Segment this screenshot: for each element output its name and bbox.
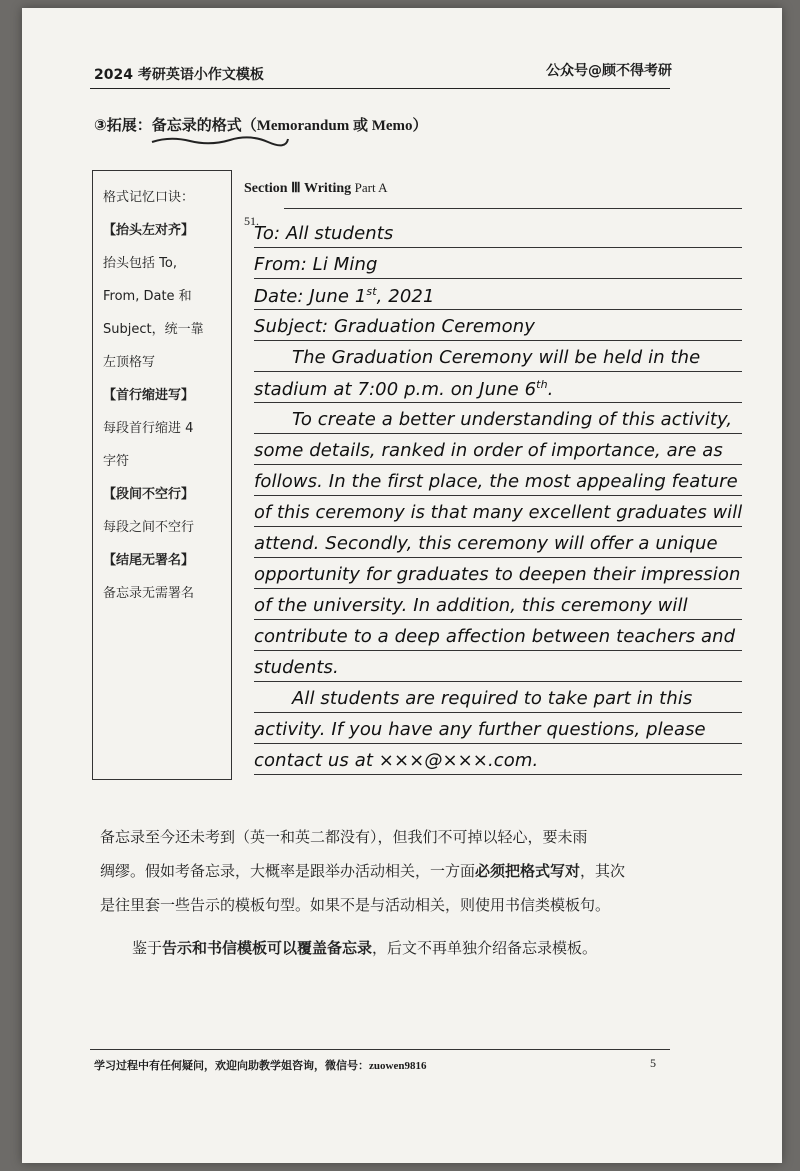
sidebar-line: Subject，统一靠 [103, 322, 204, 337]
format-mnemonic-box [92, 170, 232, 780]
note-text: ，后文不再单独介绍备忘录模板。 [372, 939, 598, 957]
sidebar-line: 每段之间不空行 [103, 520, 195, 535]
sidebar-line: 【首行缩进写】 [103, 388, 195, 403]
handwritten-line [254, 254, 378, 275]
handwritten-text: of this ceremony is that many excellent graduates will [254, 502, 743, 523]
section-title [94, 114, 428, 135]
sidebar-line: 抬头包括 To, [103, 256, 177, 271]
handwritten-line [254, 595, 688, 616]
handwritten-text: . [547, 379, 554, 400]
answer-rule-line [254, 526, 742, 527]
handwritten-text: To create a better understanding of this activity, [292, 409, 733, 430]
answer-rule-line [254, 247, 742, 248]
handwritten-text: Date: June 1 [254, 286, 367, 307]
note-paragraph-1-line-1: 备忘录至今还未考到（英一和英二都没有），但我们不可掉以轻心，要未雨 [100, 828, 588, 846]
answer-rule-line [254, 712, 742, 713]
handwritten-text: opportunity for graduates to deepen their impression [254, 564, 741, 585]
section-title-prefix: ③拓展： [94, 116, 152, 134]
handwritten-text: follows. In the first place, the most appealing feature [254, 471, 738, 492]
handwritten-line [292, 347, 700, 368]
sidebar-line: 备忘录无需署名 [103, 586, 195, 601]
answer-rule-line [254, 557, 742, 558]
note-paragraph-2 [132, 937, 597, 958]
section-part-label: Part A [354, 180, 388, 195]
handwritten-text: Subject: Graduation Ceremony [254, 316, 536, 337]
sidebar-line: 左顶格写 [103, 355, 156, 370]
footer-wechat: zuowen9816 [369, 1060, 427, 1072]
header-right-title: 公众号@顾不得考研 [546, 63, 672, 79]
sidebar-line: 格式记忆口诀： [103, 190, 195, 205]
handwritten-line [254, 223, 393, 244]
handwritten-text: From: Li Ming [254, 254, 378, 275]
handwritten-line [254, 750, 538, 771]
sidebar-line: 【抬头左对齐】 [103, 223, 195, 238]
handwritten-text: The Graduation Ceremony will be held in the [292, 347, 701, 368]
question-number: 51. [244, 214, 259, 228]
sidebar-line: 每段首行缩进 4 [103, 421, 194, 436]
answer-rule-line [254, 681, 742, 682]
footer-text-main: 学习过程中有任何疑问，欢迎向助教学姐咨询，微信号： [94, 1059, 369, 1072]
answer-rule-line [254, 774, 742, 775]
answer-rule-line [254, 743, 742, 744]
answer-rule-line [254, 495, 742, 496]
document-page [22, 8, 782, 1163]
section-title-main: 备忘录的格式 [151, 116, 242, 134]
handwritten-line [254, 471, 738, 492]
handwritten-line [254, 285, 435, 307]
note-paragraph-1-line-2 [100, 860, 625, 881]
sidebar-line: From, Date 和 [103, 289, 192, 304]
footer-rule [90, 1049, 670, 1050]
handwritten-text: To: All students [254, 223, 394, 244]
note-text: ，其次 [580, 862, 626, 880]
answer-rule-line [254, 309, 742, 310]
sidebar-line: 【结尾无署名】 [103, 553, 195, 568]
handwritten-superscript: th [536, 378, 548, 391]
answer-rule-line [254, 650, 742, 651]
page-number: 5 [650, 1056, 656, 1070]
section-title-english: （Memorandum 或 Memo） [241, 118, 428, 134]
sidebar-line: 【段间不空行】 [103, 487, 195, 502]
header-left-title: 2024 考研英语小作文模板 [94, 67, 264, 83]
handwritten-text: of the university. In addition, this ceremony will [254, 595, 688, 616]
handwritten-text: stadium at 7:00 p.m. on June 6 [254, 379, 537, 400]
handwritten-line [254, 440, 723, 461]
note-bold-text: 告示和书信模板可以覆盖备忘录 [162, 939, 373, 957]
section-label-main: Section Ⅲ Writing [244, 181, 352, 196]
handwritten-line [254, 657, 339, 678]
answer-rule-line [254, 464, 742, 465]
handwritten-text: contact us at ×××@×××.com. [254, 750, 539, 771]
footer-text [94, 1057, 426, 1073]
handwritten-text: students. [254, 657, 339, 678]
handwritten-line [254, 564, 740, 585]
answer-rule-line [254, 371, 742, 372]
section-label [244, 180, 388, 197]
handwritten-line [254, 502, 742, 523]
answer-rule-line [254, 619, 742, 620]
handwritten-line [254, 378, 553, 400]
handwritten-text: some details, ranked in order of importance, are as [254, 440, 723, 461]
note-paragraph-1-line-3: 是往里套一些告示的模板句型。如果不是与活动相关，则使用书信类模板句。 [100, 896, 611, 914]
handwritten-text: contribute to a deep affection between teachers and [254, 626, 736, 647]
handwritten-text: attend. Secondly, this ceremony will offer a unique [254, 533, 718, 554]
answer-rule-line [254, 278, 742, 279]
answer-rule-line [254, 402, 742, 403]
handwritten-text: All students are required to take part in this [292, 688, 693, 709]
handwritten-superscript: st [366, 285, 377, 298]
handwritten-text: , 2021 [376, 286, 435, 307]
note-text: 鉴于 [132, 939, 163, 957]
answer-rule-line [254, 340, 742, 341]
header-rule [90, 88, 670, 89]
handwritten-line [254, 626, 735, 647]
answer-rule-line [254, 433, 742, 434]
handwritten-line [254, 533, 718, 554]
handwritten-line [254, 719, 706, 740]
note-text: 绸缪。假如考备忘录，大概率是跟举办活动相关，一方面 [100, 862, 476, 880]
handwritten-line [254, 316, 535, 337]
sidebar-line: 字符 [103, 454, 130, 469]
handwritten-text: activity. If you have any further questions, please [254, 719, 706, 740]
answer-rule-line [254, 588, 742, 589]
note-bold-text: 必须把格式写对 [475, 862, 581, 880]
handwritten-line [292, 688, 692, 709]
answer-rule-line [284, 208, 742, 209]
squiggle-underline [150, 134, 290, 148]
handwritten-line [292, 409, 732, 430]
